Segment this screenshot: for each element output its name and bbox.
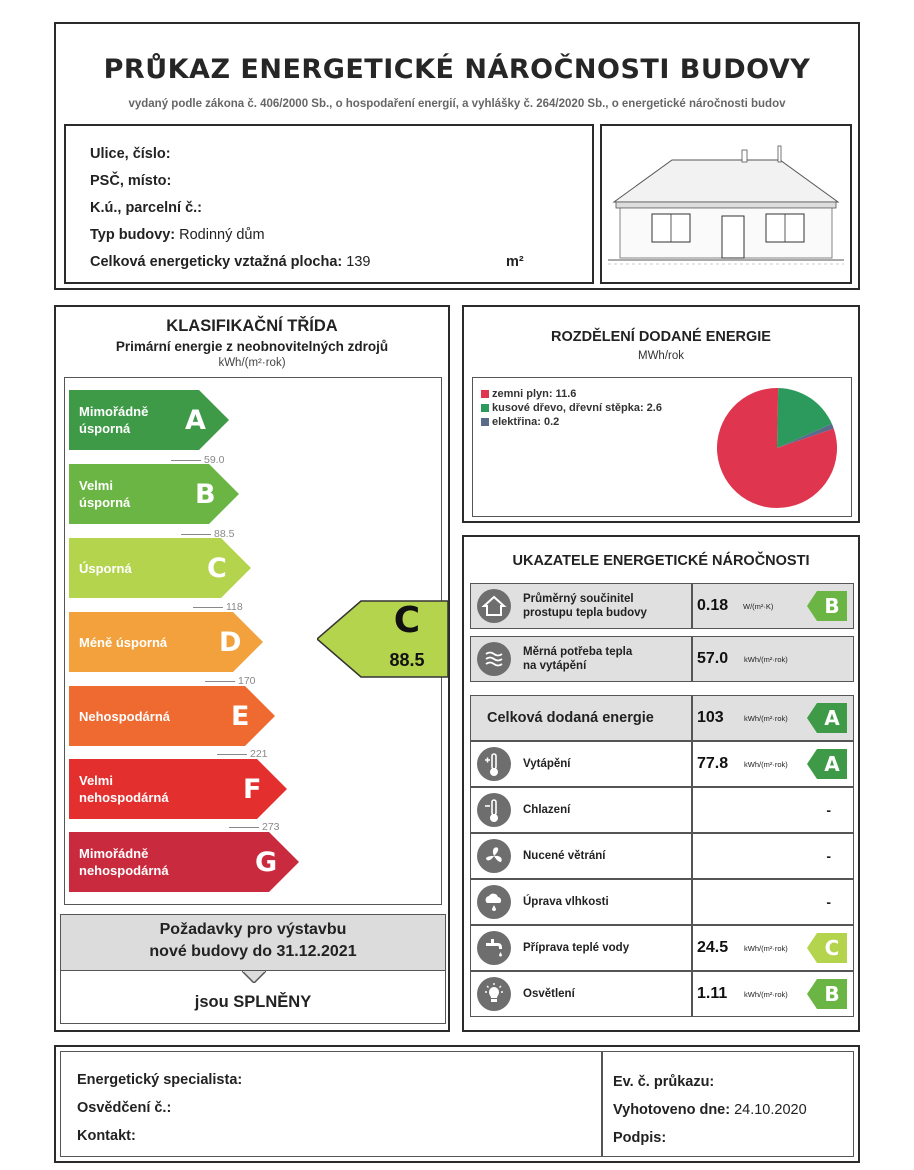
class-letter-b: B	[195, 478, 216, 510]
legend-electricity-swatch	[481, 418, 489, 426]
requirement-line2: nové budovy do 31.12.2021	[149, 943, 357, 960]
type-label: Typ budovy:	[90, 227, 176, 243]
class-arrow-f	[69, 759, 287, 819]
fan-icon	[477, 839, 511, 873]
issue-date-value: 24.10.2020	[734, 1102, 807, 1118]
threshold-f-g: 273	[229, 821, 280, 833]
class-arrow-d	[69, 612, 263, 672]
class-arrow-e	[69, 686, 275, 746]
class-badge-a: A	[807, 749, 847, 779]
street-label: Ulice, číslo:	[90, 146, 171, 162]
class-label-g: Mimořádně nehospodárná	[79, 846, 169, 878]
area-row	[90, 254, 370, 270]
header-section	[54, 22, 860, 290]
street-row	[90, 146, 171, 162]
threshold-e-f: 221	[217, 748, 268, 760]
indicators-title: UKAZATELE ENERGETICKÉ NÁROČNOSTI	[512, 553, 810, 569]
class-letter-g: G	[255, 846, 278, 878]
indicator-value: 57.0	[697, 650, 729, 667]
indicator-row-hot-water	[470, 925, 854, 971]
type-row	[90, 227, 265, 243]
indicator-label: Nucené větrání	[523, 850, 606, 862]
issue-date-row: Vyhotoveno dne: 24.10.2020	[613, 1102, 807, 1118]
indicator-value: 1.11	[697, 985, 728, 1002]
ku-row	[90, 200, 202, 216]
indicator-row-heat-demand	[470, 636, 854, 682]
document-subtitle: vydaný podle zákona č. 406/2000 Sb., o hospodaření energií, a vyhlášky č. 264/2020 Sb., o energetické náročnosti budov	[128, 98, 786, 110]
indicator-unit: kWh/(m²·rok)	[744, 989, 788, 999]
class-letter-c: C	[207, 552, 227, 584]
requirement-line1: Požadavky pro výstavbu	[159, 921, 347, 938]
energy-split-unit: MWh/rok	[638, 350, 684, 362]
thermometer-minus-icon	[477, 793, 511, 827]
energy-split-chart	[472, 377, 852, 517]
class-label-c: Úsporná	[79, 560, 132, 576]
indicator-dash: -	[826, 894, 831, 910]
indicator-unit: kWh/(m²·rok)	[744, 759, 788, 769]
certificate-label: Osvědčení č.:	[77, 1100, 172, 1116]
legend-electricity: elektřina: 0.2	[481, 416, 559, 428]
class-letter-d: D	[219, 626, 242, 658]
ku-label: K.ú., parcelní č.:	[90, 200, 202, 216]
indicator-unit: kWh/(m²·rok)	[744, 943, 788, 953]
requirements-box	[60, 914, 446, 1024]
indicator-row-humidity	[470, 879, 854, 925]
class-badge-b: B	[807, 591, 847, 621]
psc-row	[90, 173, 171, 189]
thermometer-plus-icon	[477, 747, 511, 781]
indicator-unit: W/(m²·K)	[743, 601, 774, 611]
indicator-label: Úprava vlhkosti	[523, 896, 609, 908]
indicator-row-u-value	[470, 583, 854, 629]
indicator-label: Měrná potřeba tepla na vytápění	[523, 646, 633, 672]
light-bulb-icon	[477, 977, 511, 1011]
class-label-e: Nehospodárná	[79, 708, 171, 724]
class-letter-e: E	[231, 700, 250, 732]
indicator-label: Celková dodaná energie	[487, 710, 654, 726]
classification-unit: kWh/(m²·rok)	[218, 357, 286, 369]
indicator-row-lighting	[470, 971, 854, 1017]
classification-subtitle: Primární energie z neobnovitelných zdrojů	[115, 339, 389, 354]
building-info	[64, 124, 594, 284]
indicator-row-total-energy	[470, 695, 854, 741]
type-value: Rodinný dům	[179, 227, 265, 243]
classification-title: KLASIFIKAČNÍ TŘÍDA	[166, 317, 338, 335]
indicator-row-cooling	[470, 787, 854, 833]
energy-split-title: ROZDĚLENÍ DODANÉ ENERGIE	[551, 329, 771, 345]
indicator-unit: kWh/(m²·rok)	[744, 654, 788, 664]
indicator-value: 24.5	[697, 939, 729, 956]
footer-section	[54, 1045, 860, 1163]
rating-letter: C	[393, 600, 421, 641]
class-letter-a: A	[185, 404, 206, 436]
class-arrow-c	[69, 538, 251, 598]
legend-gas-swatch	[481, 390, 489, 398]
indicator-dash: -	[826, 848, 831, 864]
document-title: PRŮKAZ ENERGETICKÉ NÁROČNOSTI BUDOVY	[103, 54, 811, 85]
rating-marker	[317, 600, 449, 678]
class-badge-c: C	[807, 933, 847, 963]
threshold-d-e: 170	[205, 675, 256, 687]
class-arrow-a	[69, 390, 229, 450]
house-icon	[477, 589, 511, 623]
indicator-label: Vytápění	[523, 758, 571, 770]
class-letter-f: F	[243, 773, 262, 805]
pointer-triangle-icon	[242, 971, 266, 983]
class-label-f: Velmi nehospodárná	[79, 773, 169, 805]
specialist-label: Energetický specialista:	[77, 1072, 243, 1088]
faucet-icon	[477, 931, 511, 965]
indicator-label: Průměrný součinitel prostupu tepla budovy	[523, 593, 647, 619]
indicator-row-heating	[470, 741, 854, 787]
legend-wood: kusové dřevo, dřevní stěpka: 2.6	[481, 402, 662, 414]
indicator-value: 103	[697, 709, 724, 726]
ev-number-label: Ev. č. průkazu:	[613, 1074, 715, 1090]
signature-label: Podpis:	[613, 1130, 667, 1146]
class-arrow-b	[69, 464, 239, 524]
indicator-label: Osvětlení	[523, 988, 575, 1000]
requirement-result: jsou SPLNĚNY	[194, 993, 312, 1011]
energy-split-section	[462, 305, 860, 523]
area-label: Celková energeticky vztažná plocha:	[90, 254, 343, 270]
indicator-value: 77.8	[697, 755, 729, 772]
threshold-b-c: 88.5	[181, 528, 234, 540]
indicator-value: 0.18	[697, 597, 729, 614]
heat-waves-icon	[477, 642, 511, 676]
indicator-dash: -	[826, 802, 831, 818]
class-label-b: Velmi úsporná	[79, 478, 131, 510]
house-drawing	[600, 124, 852, 284]
humidity-cloud-icon	[477, 885, 511, 919]
indicator-label: Příprava teplé vody	[523, 942, 630, 954]
threshold-a-b: 59.0	[171, 454, 224, 466]
house-elevation-icon	[602, 126, 850, 282]
contact-label: Kontakt:	[77, 1128, 136, 1144]
indicator-row-ventilation	[470, 833, 854, 879]
class-label-a: Mimořádně úsporná	[79, 404, 149, 436]
legend-wood-swatch	[481, 404, 489, 412]
indicators-section	[462, 535, 860, 1032]
indicator-unit: kWh/(m²·rok)	[744, 713, 788, 723]
class-arrow-g	[69, 832, 299, 892]
class-label-d: Méně úsporná	[79, 634, 168, 650]
class-scale	[64, 377, 442, 905]
indicator-label: Chlazení	[523, 804, 571, 816]
threshold-c-d: 118	[193, 601, 243, 613]
energy-pie-chart	[707, 378, 847, 518]
rating-value: 88.5	[389, 650, 425, 670]
area-value: 139	[346, 254, 371, 270]
class-badge-a: A	[807, 703, 847, 733]
class-badge-b: B	[807, 979, 847, 1009]
legend-gas: zemni plyn: 11.6	[481, 388, 576, 400]
area-unit: m²	[506, 254, 524, 270]
psc-label: PSČ, místo:	[90, 173, 172, 189]
classification-section	[54, 305, 450, 1032]
